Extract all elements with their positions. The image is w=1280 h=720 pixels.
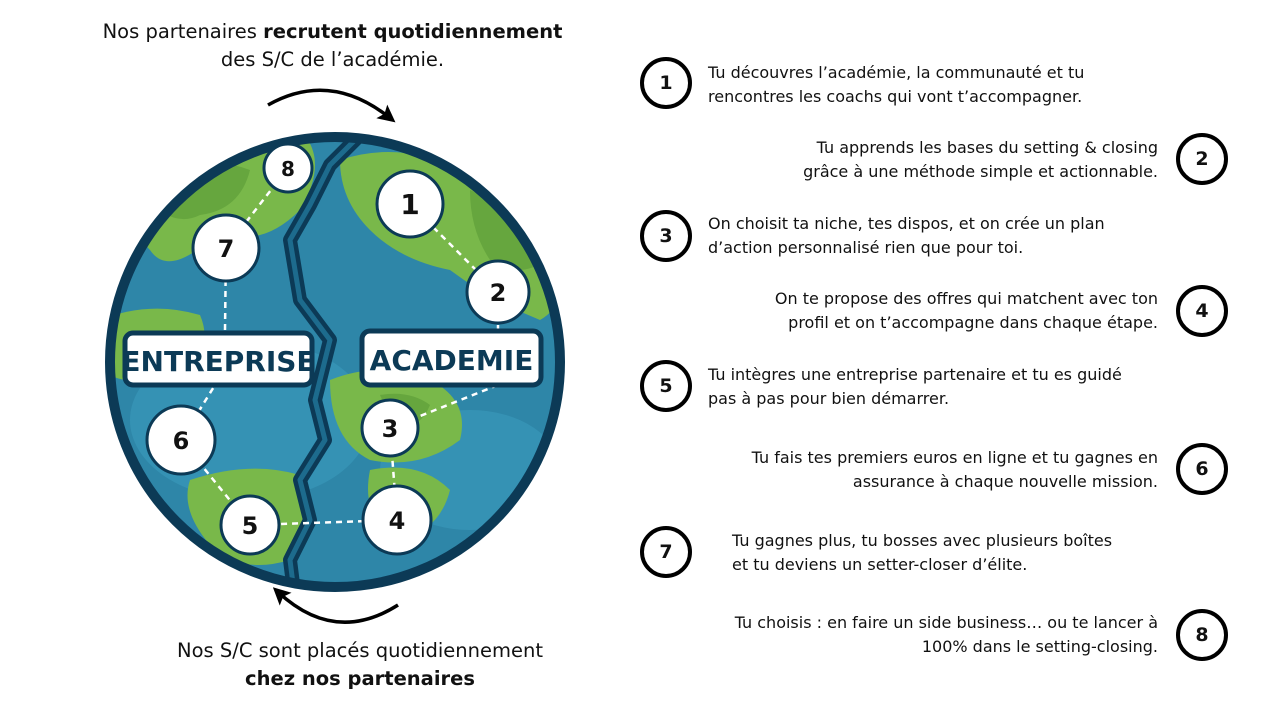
top-caption-line2: des S/C de l’académie. [220,48,445,71]
step-text-line: Tu choisis : en faire un side business… ou te lancer à [734,613,1158,632]
step-text-line: Tu fais tes premiers euros en ligne et tu gagnes en [751,448,1158,467]
step-text-line: On choisit ta niche, tes dispos, et on crée un plan [708,214,1105,233]
svg-text:5: 5 [241,512,259,540]
step-text-line: profil et on t’accompagne dans chaque étape. [788,313,1158,332]
globe-illustration [0,0,600,720]
step-text [803,136,1158,184]
step-text [775,287,1158,335]
step-8 [640,609,1228,661]
bottom-caption [130,637,590,693]
step-text [708,61,1084,109]
step-7 [640,526,1200,578]
bottom-caption-bold: chez nos partenaires [245,667,475,690]
svg-text:4: 4 [388,507,406,535]
globe-marker-7 [193,215,259,281]
svg-text:ACADEMIE: ACADEMIE [369,344,534,377]
step-1 [640,57,1200,109]
step-6 [640,443,1228,495]
step-text-line: Tu apprends les bases du setting & closing [816,138,1158,157]
globe-marker-4 [363,486,431,554]
academie-label [362,331,541,385]
step-text-line: d’action personnalisé rien que pour toi. [708,238,1024,257]
step-5 [640,360,1200,412]
step-number-badge: 2 [1176,133,1228,185]
step-text-line: 100% dans le setting-closing. [921,637,1158,656]
svg-text:6: 6 [172,427,190,455]
step-number-badge: 4 [1176,285,1228,337]
bottom-arrow-icon [278,592,398,622]
step-number-badge: 7 [640,526,692,578]
step-text-line: Tu gagnes plus, tu bosses avec plusieurs boîtes [732,531,1113,550]
globe-map [100,130,565,600]
svg-text:3: 3 [381,415,399,443]
step-text [752,446,1158,494]
bottom-caption-line1: Nos S/C sont placés quotidiennement [177,639,543,662]
top-caption-bold: recrutent quotidiennement [263,20,563,43]
svg-text:ENTREPRISE: ENTREPRISE [121,345,316,378]
step-4 [640,285,1228,337]
globe-marker-8 [264,144,312,192]
step-text-line: pas à pas pour bien démarrer. [708,389,950,408]
entreprise-label [121,333,315,385]
step-text [708,363,1122,411]
svg-text:8: 8 [281,157,295,181]
svg-text:2: 2 [489,279,507,307]
globe-marker-1 [377,171,443,237]
svg-text:7: 7 [217,235,235,263]
step-3 [640,210,1200,262]
step-text [732,529,1157,577]
globe-marker-5 [221,496,279,554]
step-number-badge: 8 [1176,609,1228,661]
step-number-badge: 3 [640,210,692,262]
globe-marker-3 [362,400,418,456]
step-text-line: et tu deviens un setter-closer d’élite. [732,555,1028,574]
step-number-badge: 1 [640,57,692,109]
step-text [735,611,1158,659]
svg-text:1: 1 [400,188,420,221]
top-arrow-icon [268,90,390,118]
top-caption-plain: Nos partenaires [102,20,264,43]
step-number-badge: 6 [1176,443,1228,495]
globe-marker-6 [147,406,215,474]
step-text-line: On te propose des offres qui matchent avec ton [774,289,1158,308]
step-text-line: Tu intègres une entreprise partenaire et tu es guidé [708,365,1122,384]
step-number-badge: 5 [640,360,692,412]
step-2 [640,133,1228,185]
step-text-line: rencontres les coachs qui vont t’accompagner. [708,87,1083,106]
step-text-line: assurance à chaque nouvelle mission. [852,472,1158,491]
step-text [708,212,1105,260]
step-text-line: grâce à une méthode simple et actionnable. [803,162,1158,181]
step-text-line: Tu découvres l’académie, la communauté et tu [708,63,1085,82]
globe-marker-2 [467,261,529,323]
